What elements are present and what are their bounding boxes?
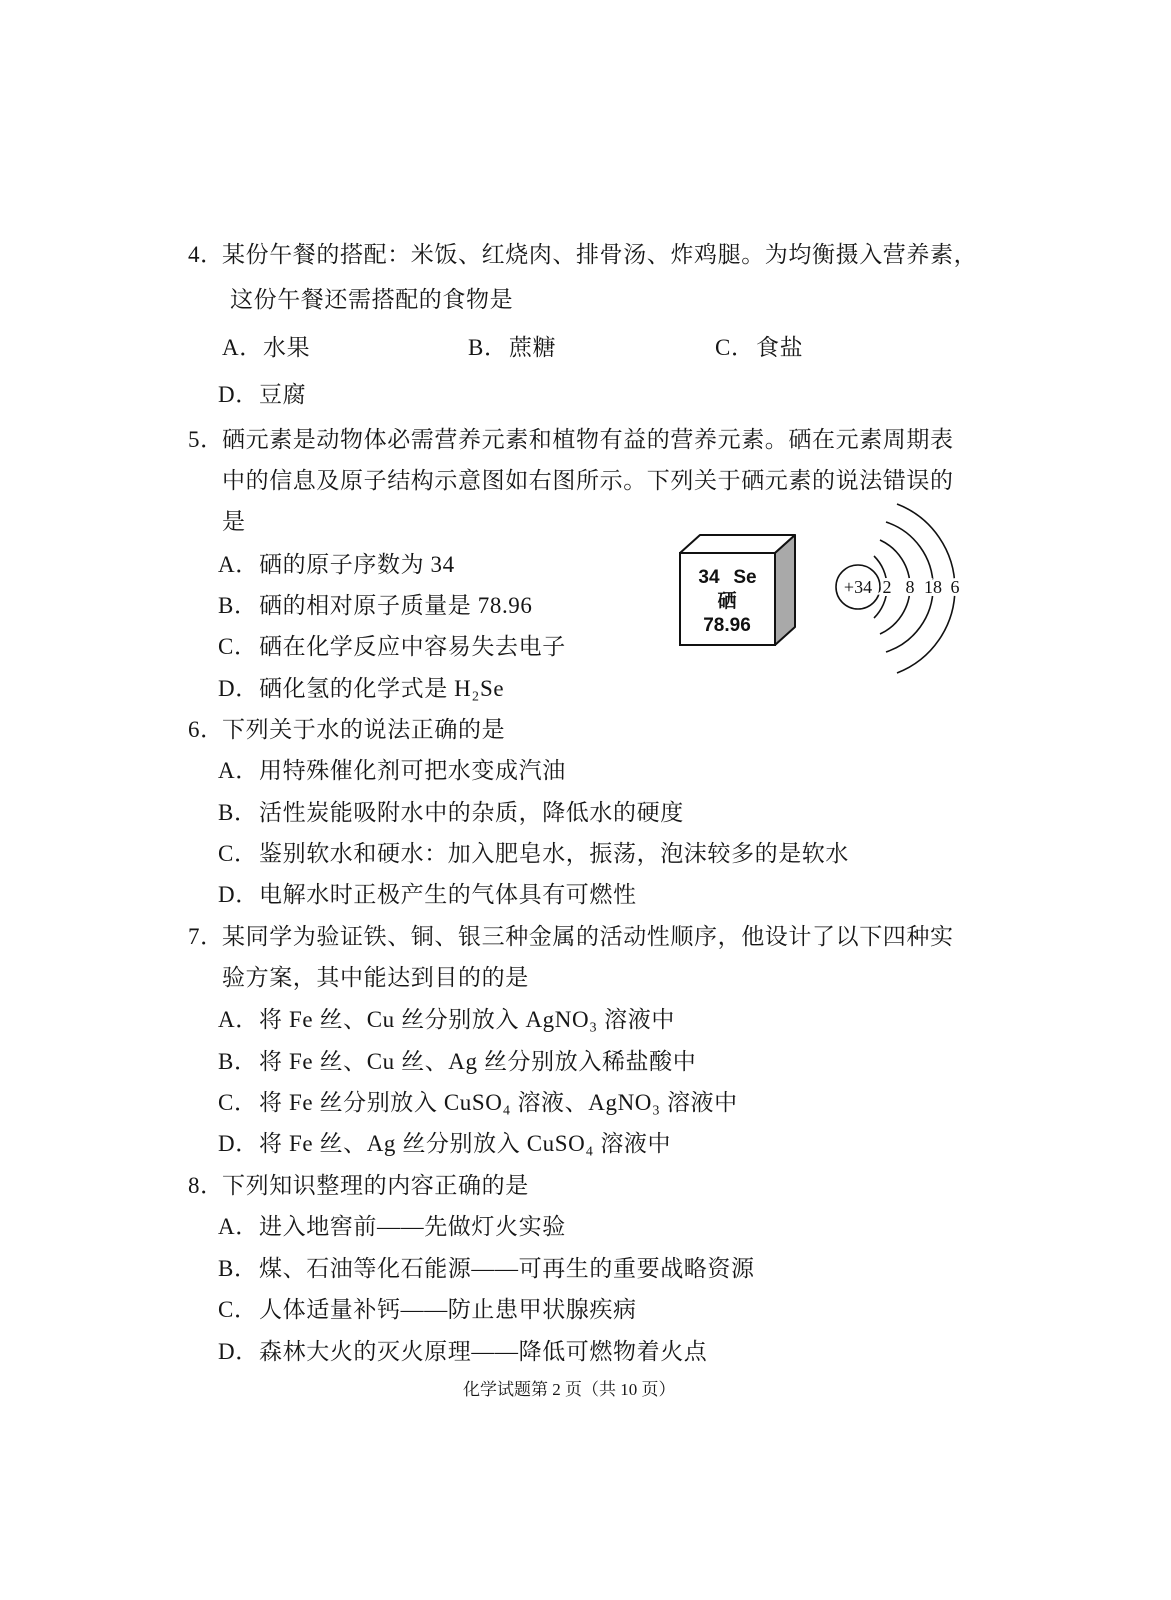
option-text: 用特殊催化剂可把水变成汽油 [259,758,566,783]
option-text: 鉴别软水和硬水：加入肥皂水，振荡，泡沫较多的是软水 [259,841,849,866]
option-label: A． [218,758,259,783]
element-symbol: Se [733,567,757,588]
selenium-figure [670,495,970,685]
option-text: 活性炭能吸附水中的杂质，降低水的硬度 [259,800,684,825]
option-b [218,591,533,621]
option-a [218,550,455,580]
option-text: 硒化氢的化学式是 H₂Se [259,676,505,701]
question-stem-text: 下列知识整理的内容正确的是 [222,1173,529,1198]
question-stem-text: 某同学为验证铁、铜、银三种金属的活动性顺序，他设计了以下四种实 [222,924,954,949]
shell-2-electrons: 8 [905,577,915,597]
question-stem-line: 验方案，其中能达到目的的是 [222,965,529,990]
option-text: 电解水时正极产生的气体具有可燃性 [259,882,637,907]
option-label: B． [218,1049,258,1074]
option-d [218,1129,671,1159]
atomic-structure-diagram [836,504,960,673]
option-label: A． [218,1007,259,1032]
option-c [715,333,803,363]
option-label: C． [218,634,258,659]
option-text: 将 Fe 丝、Ag 丝分别放入 CuSO₄ 溶液中 [259,1131,672,1156]
question-stem-line: 这份午餐还需搭配的食物是 [230,287,514,312]
option-label: D． [218,676,259,701]
question-stem-line [188,425,954,455]
option-d [218,1337,707,1367]
option-text: 硒的原子序数为 34 [259,552,455,577]
option-c [218,839,849,869]
shell-3-electrons: 18 [924,577,942,597]
option-b [218,1047,696,1077]
option-b [218,1254,755,1284]
shell-4-electrons: 6 [950,577,960,597]
option-text: 煤、石油等化石能源——可再生的重要战略资源 [259,1256,755,1281]
option-d [218,880,637,910]
question-stem-text: 下列关于水的说法正确的是 [222,717,506,742]
question-number: 4． [188,242,224,267]
option-c [218,1295,637,1325]
question-stem-line: 是 [222,509,246,534]
option-label: D． [218,382,259,407]
option-label: C． [218,1297,258,1322]
option-label: A． [218,552,259,577]
option-text: 人体适量补钙——防止患甲状腺疾病 [259,1297,637,1322]
question-stem-line [188,1171,529,1201]
atomic-mass: 78.96 [703,615,751,636]
option-label: B． [218,593,258,618]
question-stem-line: 中的信息及原子结构示意图如右图所示。下列关于硒元素的说法错误的 [222,468,954,493]
option-text: 水果 [263,335,311,360]
option-c [218,1088,738,1118]
option-text: 将 Fe 丝分别放入 CuSO₄ 溶液、AgNO₃ 溶液中 [259,1090,738,1115]
question-stem-line [188,240,977,270]
option-label: C． [218,841,258,866]
option-text: 进入地窖前——先做灯火实验 [259,1214,566,1239]
option-a [222,333,310,363]
option-label: A． [222,335,263,360]
option-label: A． [218,1214,259,1239]
option-text: 将 Fe 丝、Cu 丝分别放入 AgNO₃ 溶液中 [259,1007,675,1032]
option-text: 蔗糖 [509,335,557,360]
option-label: D． [218,1339,259,1364]
question-number: 8． [188,1173,224,1198]
shell-1-electrons: 2 [882,577,892,597]
option-b [468,333,556,363]
option-text: 森林大火的灭火原理——降低可燃物着火点 [259,1339,708,1364]
question-stem-line [188,922,954,952]
option-text: 食盐 [756,335,804,360]
option-label: C． [715,335,755,360]
option-label: B． [468,335,508,360]
element-tile-side-face [775,535,795,645]
option-b [218,798,684,828]
option-text: 豆腐 [259,382,307,407]
nucleus-charge: +34 [843,577,873,597]
option-text: 硒在化学反应中容易失去电子 [259,634,566,659]
question-number: 7． [188,924,224,949]
option-label: D． [218,882,259,907]
question-stem-text: 硒元素是动物体必需营养元素和植物有益的营养元素。硒在元素周期表 [222,427,954,452]
option-label: C． [218,1090,258,1115]
option-label: D． [218,1131,259,1156]
option-d [218,674,504,704]
question-stem-text: 某份午餐的搭配：米饭、红烧肉、排骨汤、炸鸡腿。为均衡摄入营养素， [222,242,978,267]
option-a [218,756,566,786]
option-text: 硒的相对原子质量是 78.96 [259,593,533,618]
option-a [218,1212,566,1242]
question-stem-line [188,715,505,745]
element-tile [680,535,795,645]
element-name: 硒 [717,590,737,612]
question-number: 6． [188,717,224,742]
option-label: B． [218,1256,258,1281]
atomic-number: 34 [698,567,720,588]
option-label: B． [218,800,258,825]
page-footer: 化学试题第 2 页（共 10 页） [463,1380,676,1399]
option-d [218,380,306,410]
option-text: 将 Fe 丝、Cu 丝、Ag 丝分别放入稀盐酸中 [259,1049,697,1074]
question-number: 5． [188,427,224,452]
option-c [218,632,566,662]
option-a [218,1005,675,1035]
